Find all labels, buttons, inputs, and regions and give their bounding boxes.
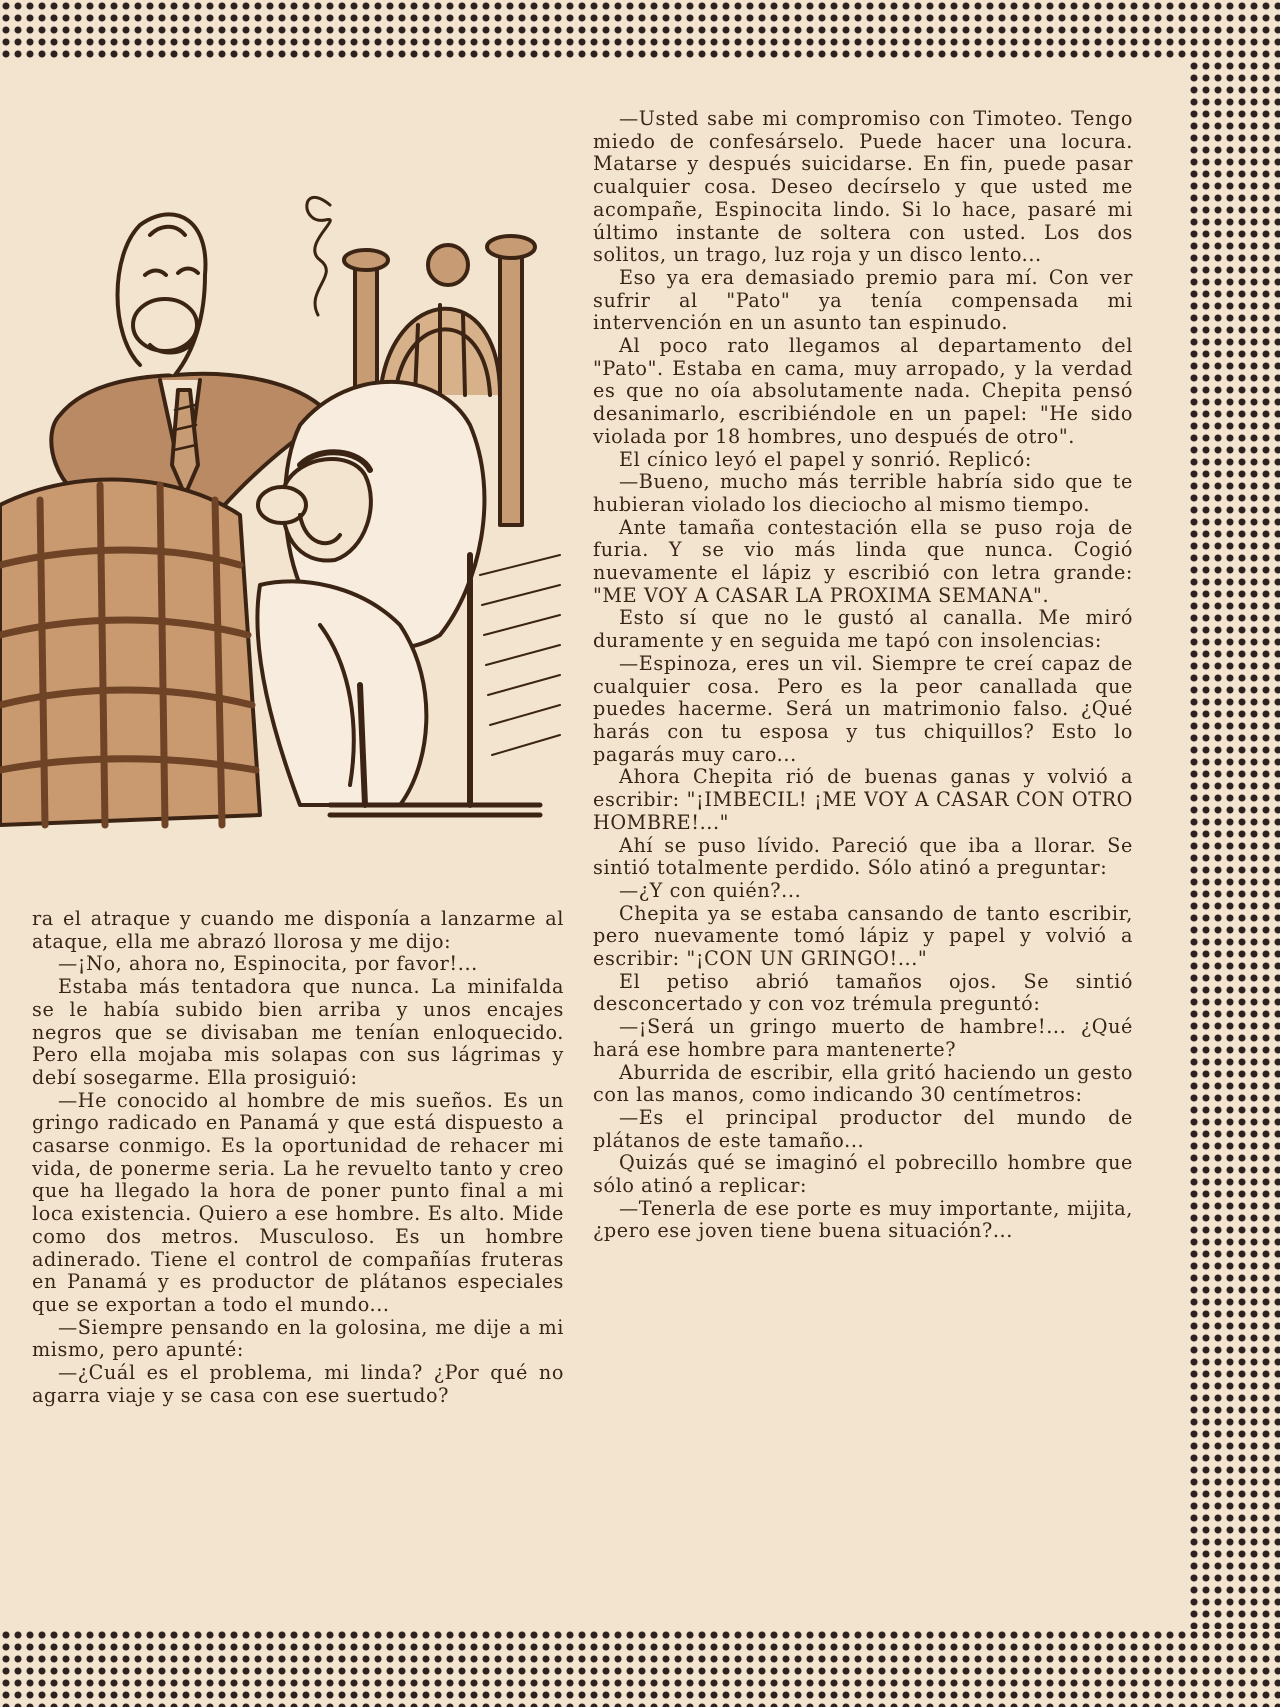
paragraph: —Siempre pensando en la golosina, me dije a mi mismo, pero apunté: [32, 1315, 564, 1362]
paragraph: Quizás qué se imaginó el pobrecillo hombre que sólo atinó a replicar: [593, 1151, 1133, 1198]
paragraph: —¡Será un gringo muerto de hambre!... ¿Qué hará ese hombre para mantenerte? [593, 1015, 1133, 1061]
halftone-border-bottom [0, 1629, 1280, 1707]
paragraph: El cínico leyó el papel y sonrió. Replicó: [619, 447, 1032, 471]
paragraph: Estaba más tentadora que nunca. La minifalda se le había subido bien arriba y unos encajes negros que se divisaban me tenían enloquecido. Pero ella mojaba mis solapas con sus lágrimas y debí sosegarme. Ella prosiguió: [32, 975, 564, 1089]
paragraph: Eso ya era demasiado premio para mí. Con ver sufrir al "Pato" ya tenía compensada mi intervención en un asunto tan espinudo. [593, 265, 1133, 335]
paragraph: ra el atraque y cuando me disponía a lanzarme al ataque, ella me abrazó llorosa y me dijo: [32, 907, 564, 953]
paragraph: —Usted sabe mi compromiso con Timoteo. Tengo miedo de confesárselo. Puede hacer una locura. Matarse y después suicidarse. En fin, puede pasar cualquier cosa. Deseo decírselo y que usted me acompañe, Espinocita lindo. Si lo hace, pasaré mi último instante de soltera con usted. Los dos solitos, un trago, luz roja y un disco lento... [593, 107, 1133, 267]
paragraph: —Espinoza, eres un vil. Siempre te creí capaz de cualquier cosa. Pero es la peor canallada que puedes hacerme. Será un matrimonio falso. ¿Qué harás con tu esposa y tus chiquillos? Esto lo pagarás muy caro... [593, 651, 1133, 766]
paragraph: —Tenerla de ese porte es muy importante, mijita, ¿pero ese joven tiene buena situación?... [593, 1196, 1133, 1243]
halftone-border-top [0, 0, 1280, 58]
paragraph: Aburrida de escribir, ella gritó haciendo un gesto con las manos, como indicando 30 centímetros: [593, 1060, 1133, 1107]
cartoon-illustration [0, 165, 570, 875]
paragraph: Ante tamaña contestación ella se puso roja de furia. Y se vio más linda que nunca. Cogió nuevamente el lápiz y escribió con letra grande: "ME VOY A CASAR LA PROXIMA SEMANA". [593, 515, 1133, 607]
text-column-left [32, 908, 564, 1407]
paragraph: Al poco rato llegamos al departamento del "Pato". Estaba en cama, muy arropado, y la verdad es que no oía absolutamente nada. Chepita pensó desanimarlo, escribiéndole en un papel: "He sido violada por 18 hombres, uno después de otro". [593, 334, 1133, 448]
paragraph: —¡No, ahora no, Espinocita, por favor!... [58, 952, 478, 976]
paragraph: —¿Y con quién?... [619, 878, 802, 902]
paragraph: —¿Cuál es el problema, mi linda? ¿Por qué no agarra viaje y se casa con ese suertudo? [32, 1361, 564, 1407]
paragraph: Ahí se puso lívido. Pareció que iba a llorar. Se sintió totalmente perdido. Sólo atinó a preguntar: [593, 833, 1133, 880]
paragraph: —He conocido al hombre de mis sueños. Es un gringo radicado en Panamá y que está dispuesto a casarse conmigo. Es la oportunidad de rehacer mi vida, de ponerme seria. La he revuelto tanto y creo que ha llegado la hora de poner punto final a mi loca existencia. Quiero a ese hombre. Es alto. Mide como dos metros. Musculoso. Es un hombre adinerado. Tiene el control de compañías fruteras en Panamá y es productor de plátanos especiales que se exportan a todo el mundo... [32, 1088, 564, 1316]
paragraph: Ahora Chepita rió de buenas ganas y volvió a escribir: "¡IMBECIL! ¡ME VOY A CASAR CON OTRO HOMBRE!..." [593, 765, 1133, 834]
paragraph: Esto sí que no le gustó al canalla. Me miró duramente y en seguida me tapó con insolencias: [593, 606, 1133, 653]
text-column-right [593, 108, 1133, 1243]
paragraph: —Es el principal productor del mundo de plátanos de este tamaño... [593, 1105, 1133, 1152]
paragraph: Chepita ya se estaba cansando de tanto escribir, pero nuevamente tomó lápiz y papel y volvió a escribir: "¡CON UN GRINGO!..." [593, 901, 1133, 971]
halftone-border-right [1188, 0, 1280, 1707]
paragraph: —Bueno, mucho más terrible habría sido que te hubieran violado los dieciocho al mismo tiempo. [593, 470, 1133, 516]
paragraph: El petiso abrió tamaños ojos. Se sintió desconcertado y con voz trémula preguntó: [593, 969, 1133, 1016]
